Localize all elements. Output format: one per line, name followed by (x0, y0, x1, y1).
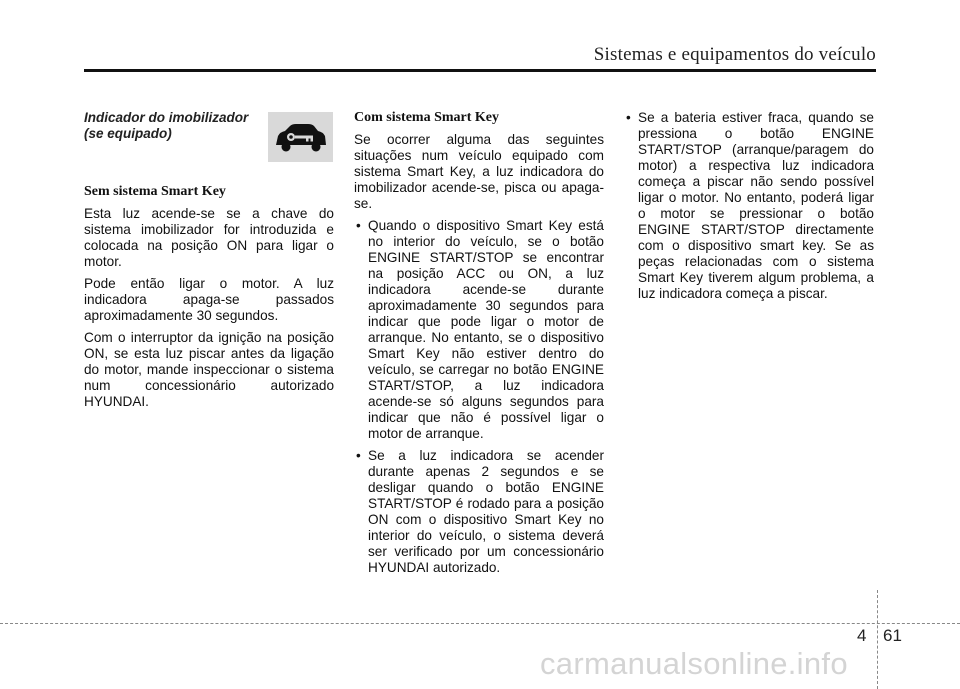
paragraph-3: Com o interruptor da ignição na posição ON, se esta luz piscar antes da ligação do motor, mande inspeccionar o sistema num concessionário autorizado HYUNDAI. (84, 330, 334, 409)
immobilizer-car-key-icon (268, 112, 333, 162)
list-item: • Quando o dispositivo Smart Key está no interior do veículo, se o botão ENGINE START/STOP se encontrar na posição ACC ou ON, a luz indicadora acende-se durante aproximadamente 30 segundos para indicar que pode ligar o motor de arranque. No entanto, se o dispositivo Smart Key não estiver dentro do veículo, se carregar no botão ENGINE START/STOP, a luz indicadora acende-se só alguns segundos para indicar que não é possível ligar o motor de arranque. (354, 218, 604, 442)
column-3 (624, 110, 874, 308)
section-title: Sistemas e equipamentos do veículo (593, 44, 876, 65)
bullet-list (354, 218, 604, 576)
footer-divider (0, 623, 960, 624)
heading-without-smart-key: Sem sistema Smart Key (84, 184, 226, 199)
list-item: • Se a luz indicadora se acender durante apenas 2 segundos e se desligar quando o botão ENGINE START/STOP é rodado para a posição ON com o dispositivo Smart Key no interior do veículo, o sistema deverá ser verificado por um concessionário HYUNDAI autorizado. (354, 448, 604, 576)
indicator-title-line2: (se equipado) (84, 126, 172, 141)
watermark: carmanualsonline.info (540, 646, 848, 681)
paragraph-2: Pode então ligar o motor. A luz indicadora apaga-se passados aproximadamente 30 segundos. (84, 276, 334, 323)
page-number: 61 (883, 626, 902, 645)
header-rule (84, 69, 876, 72)
chapter-number: 4 (857, 626, 867, 645)
heading-with-smart-key: Com sistema Smart Key (354, 110, 500, 125)
indicator-title-line1: Indicador do imobilizador (84, 110, 249, 125)
list-item: • Se a bateria estiver fraca, quando se pressiona o botão ENGINE START/STOP (arranque/paragem do motor) a respectiva luz indicadora começa a piscar não sendo possível ligar o motor. No entanto, poderá ligar o motor se pressionar o botão ENGINE START/STOP directamente com o dispositivo smart key. Se as peças relacionadas com o sistema Smart Key tiverem algum problema, a luz indicadora começa a piscar. (624, 110, 874, 302)
indicator-title (84, 110, 254, 142)
bullet-list (624, 110, 874, 302)
column-2 (354, 110, 604, 582)
footer-vertical-divider (877, 590, 878, 689)
intro-paragraph: Se ocorrer alguma das seguintes situações num veículo equipado com sistema Smart Key, a luz indicadora do imobilizador acende-se, pisca ou apaga-se. (354, 132, 604, 211)
paragraph-1: Esta luz acende-se se a chave do sistema imobilizador for introduzida e colocada na posição ON para ligar o motor. (84, 206, 334, 269)
